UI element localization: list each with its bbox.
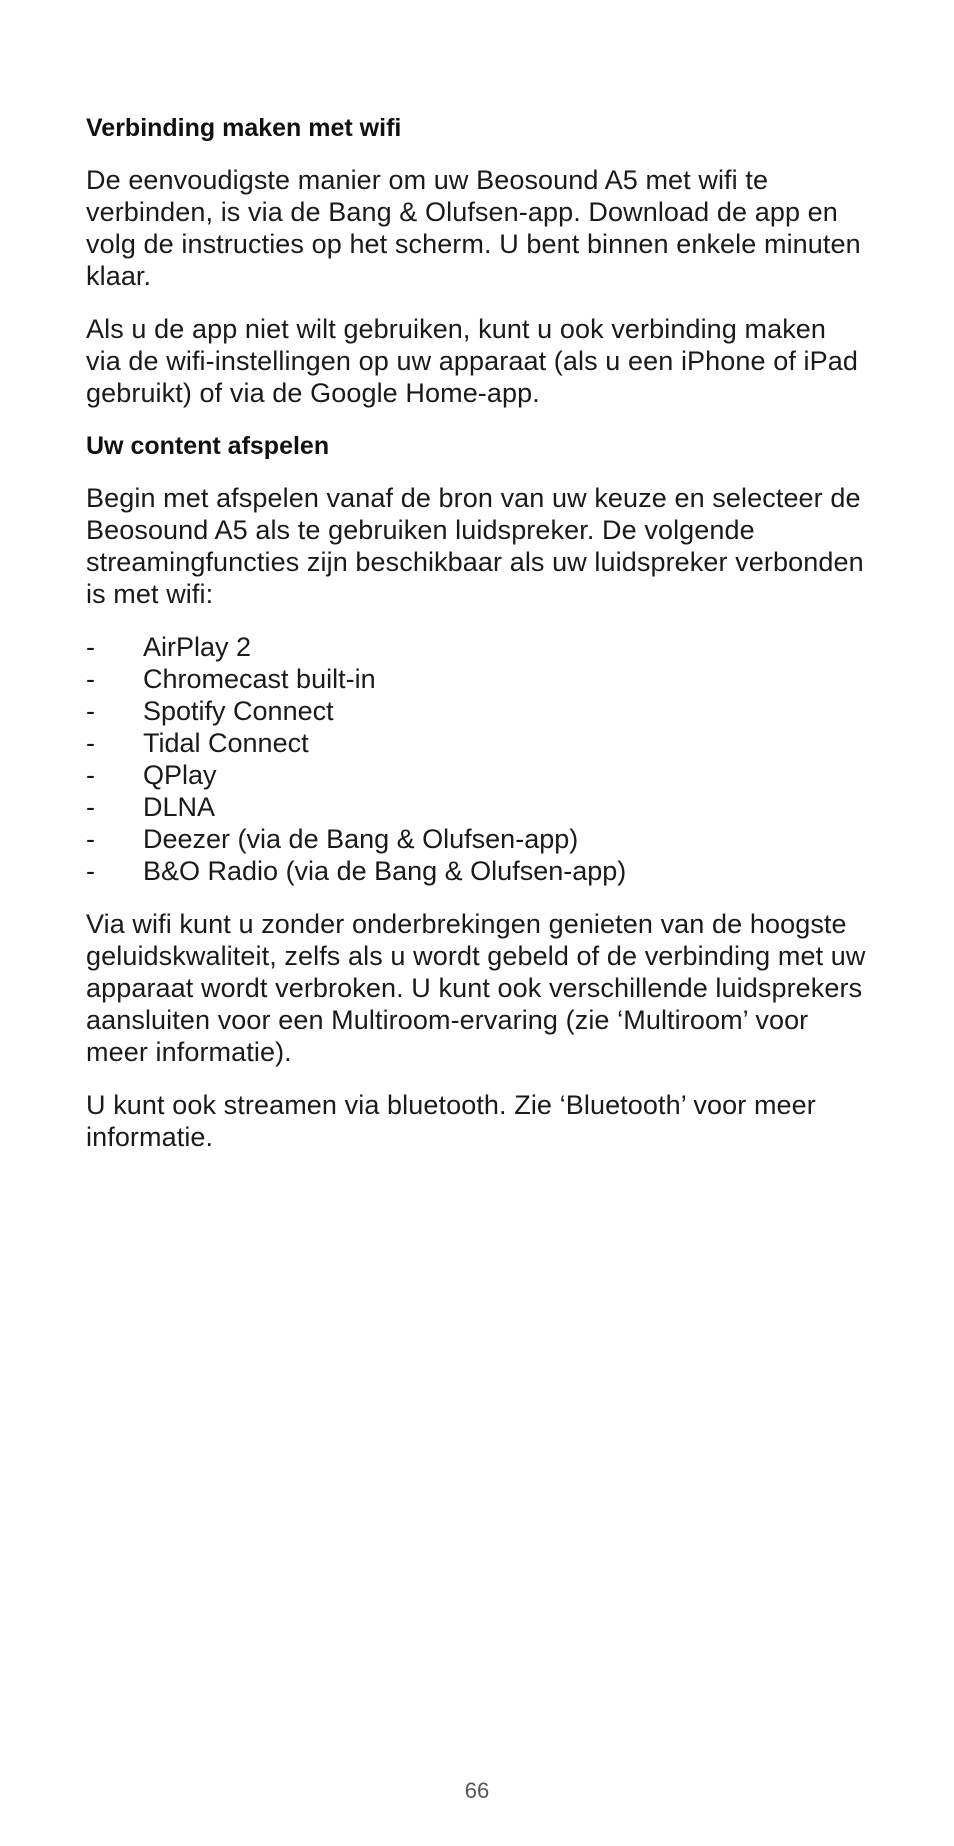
list-item <box>86 823 866 855</box>
paragraph-wifi-app: De eenvoudigste manier om uw Beosound A5 met wifi te verbinden, is via de Bang & Olufsen-app. Download de app en volg de instructies op het scherm. U bent binnen enkele minuten klaar. <box>86 165 861 291</box>
list-item-label: B&O Radio (via de Bang & Olufsen-app) <box>143 856 627 886</box>
list-dash: - <box>86 824 95 854</box>
heading-play-content: Uw content afspelen <box>86 432 330 460</box>
list-item <box>86 759 866 791</box>
list-item-label: QPlay <box>143 760 217 790</box>
list-item <box>86 855 866 887</box>
list-dash: - <box>86 760 95 790</box>
list-dash: - <box>86 664 95 694</box>
list-item-label: AirPlay 2 <box>143 632 252 662</box>
paragraph-wifi-alternative: Als u de app niet wilt gebruiken, kunt u ook verbinding maken via de wifi-instellingen op uw apparaat (als u een iPhone of iPad gebruikt) of via de Google Home-app. <box>86 314 858 408</box>
paragraph-wifi-quality: Via wifi kunt u zonder onderbrekingen genieten van de hoogste geluidskwaliteit, zelfs als u wordt gebeld of de verbinding met uw apparaat wordt verbroken. U kunt ook verschillende luidsprekers aansluiten voor een Multiroom-ervaring (zie ‘Multiroom’ voor meer informatie). <box>86 909 866 1067</box>
list-dash: - <box>86 632 95 662</box>
list-item-label: DLNA <box>143 792 216 822</box>
list-item <box>86 791 866 823</box>
page-number: 66 <box>464 1778 490 1803</box>
list-item <box>86 727 866 759</box>
list-item <box>86 631 866 663</box>
list-item-label: Spotify Connect <box>143 696 334 726</box>
list-item-label: Chromecast built-in <box>143 664 376 694</box>
list-dash: - <box>86 696 95 726</box>
list-dash: - <box>86 792 95 822</box>
list-item-label: Tidal Connect <box>143 728 309 758</box>
list-item-label: Deezer (via de Bang & Olufsen-app) <box>143 824 579 854</box>
paragraph-bluetooth-note: U kunt ook streamen via bluetooth. Zie ‘Bluetooth’ voor meer informatie. <box>86 1090 816 1152</box>
list-dash: - <box>86 728 95 758</box>
list-item <box>86 695 866 727</box>
streaming-features-list <box>86 631 866 887</box>
paragraph-play-intro: Begin met afspelen vanaf de bron van uw keuze en selecteer de Beosound A5 als te gebruiken luidspreker. De volgende streamingfuncties zijn beschikbaar als uw luidspreker verbonden is met wifi: <box>86 483 864 609</box>
list-dash: - <box>86 856 95 886</box>
list-item <box>86 663 866 695</box>
document-page <box>86 112 866 1174</box>
heading-wifi-connection: Verbinding maken met wifi <box>86 114 402 142</box>
